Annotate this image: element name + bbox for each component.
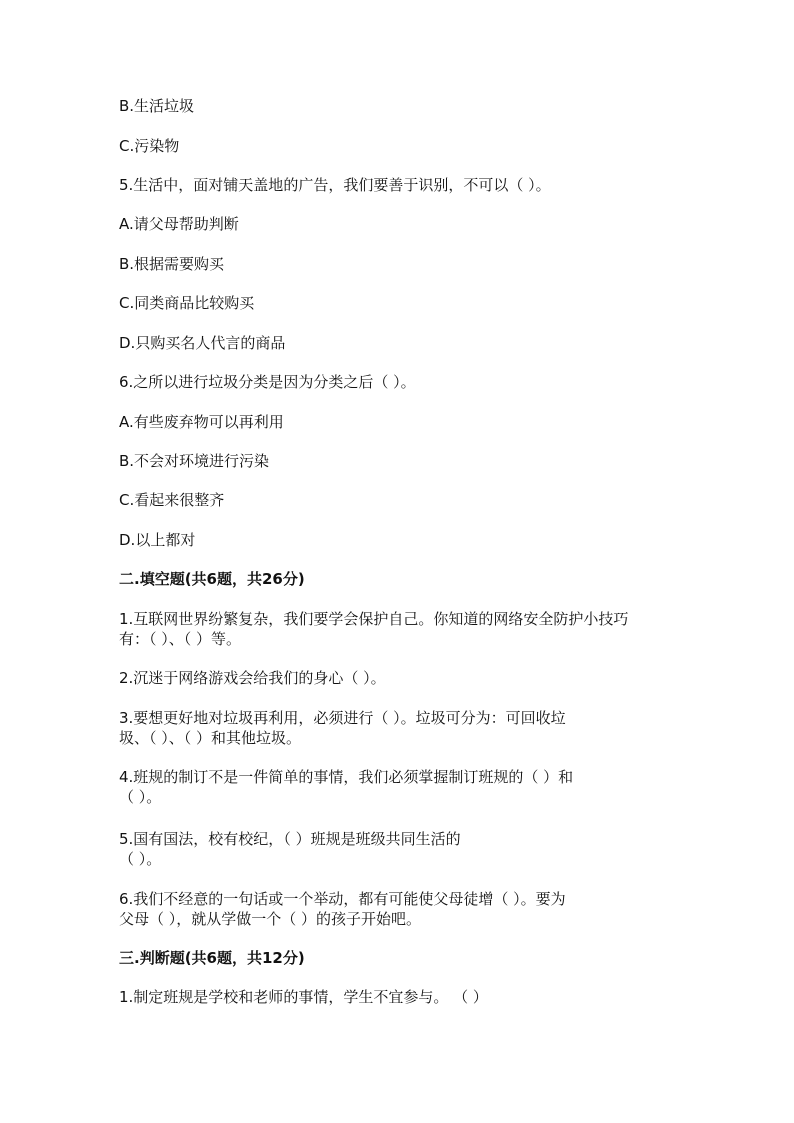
option-a: A.有些废弃物可以再利用 (119, 413, 284, 431)
fill-question-5-line-1: 5.国有国法，校有校纪，（ ）班规是班级共同生活的 (119, 830, 461, 848)
question-5: 5.生活中，面对铺天盖地的广告，我们要善于识别，不可以（ ）。 (119, 176, 551, 194)
option-5c: C.污染物 (119, 137, 180, 155)
fill-question-2: 2.沉迷于网络游戏会给我们的身心（ ）。 (119, 669, 386, 687)
fill-question-1-line-2: 有：（ ）、（ ）等。 (119, 630, 242, 648)
option-b: B.不会对环境进行污染 (119, 452, 270, 470)
option-b: B.根据需要购买 (119, 255, 225, 273)
option-c: C.看起来很整齐 (119, 491, 225, 509)
section-heading-true-false: 三.判断题(共6题，共12分) (119, 949, 305, 967)
fill-question-3-line-2: 圾、（ ）、（ ）和其他垃圾。 (119, 729, 302, 747)
option-c: C.同类商品比较购买 (119, 294, 255, 312)
option-d: D.只购买名人代言的商品 (119, 334, 286, 352)
question-6: 6.之所以进行垃圾分类是因为分类之后（ ）。 (119, 373, 416, 391)
fill-question-4-line-1: 4.班规的制订不是一件简单的事情，我们必须掌握制订班规的（ ）和 (119, 768, 574, 786)
fill-question-1-line-1: 1.互联网世界纷繁复杂，我们要学会保护自己。你知道的网络安全防护小技巧 (119, 610, 629, 628)
fill-question-6-line-1: 6.我们不经意的一句话或一个举动，都有可能使父母徒增（ ）。要为 (119, 890, 566, 908)
option-5b: B.生活垃圾 (119, 97, 195, 115)
section-heading-fill-blank: 二.填空题(共6题，共26分) (119, 570, 305, 588)
fill-question-6-line-2: 父母（ ），就从学做一个（ ）的孩子开始吧。 (119, 910, 422, 928)
fill-question-5-line-2: （ ）。 (119, 850, 162, 868)
option-a: A.请父母帮助判断 (119, 215, 239, 233)
judge-question-1: 1.制定班规是学校和老师的事情，学生不宜参与。 （ ） (119, 988, 488, 1006)
option-d: D.以上都对 (119, 531, 196, 549)
fill-question-3-line-1: 3.要想更好地对垃圾再利用，必须进行（ ）。垃圾可分为：可回收垃 (119, 709, 566, 727)
fill-question-4-line-2: （ ）。 (119, 788, 162, 806)
